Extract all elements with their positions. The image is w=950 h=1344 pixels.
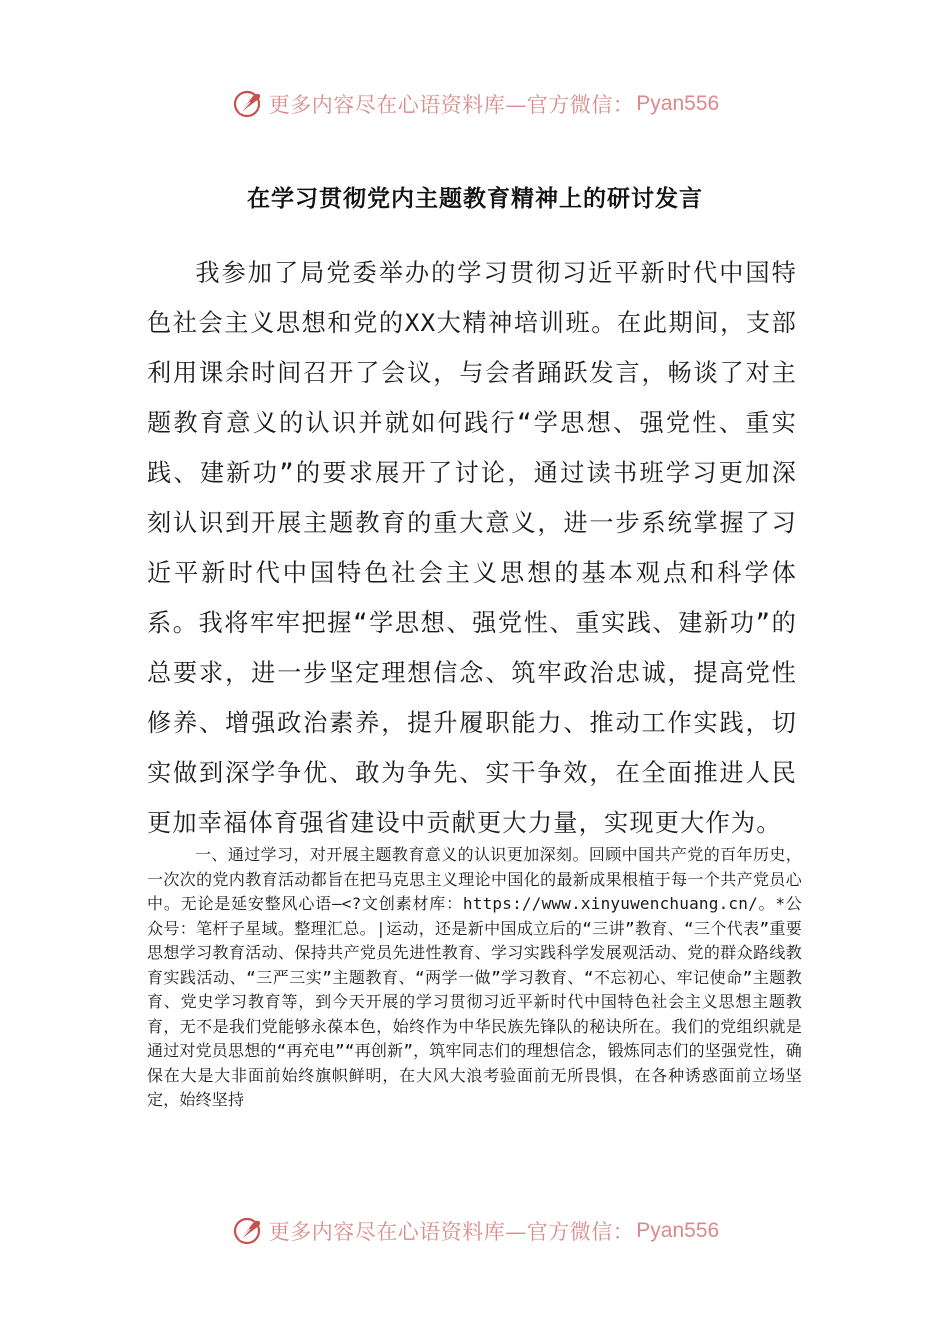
banner-wechat-id: Pyan556 <box>636 92 720 115</box>
lead-paragraph: 我参加了局党委举办的学习贯彻习近平新时代中国特色社会主义思想和党的XX大精神培训班。在此期间，支部利用课余时间召开了会议，与会者踊跃发言，畅谈了对主题教育意义的认识并就如何践行“学思想、强党性、重实践、建新功”的要求展开了讨论，通过读书班学习更加深刻认识到开展主题教育的重大意义，进一步系统掌握了习近平新时代中国特色社会主义思想的基本观点和科学体系。我将牢牢把握“学思想、强党性、重实践、建新功”的总要求，进一步坚定理想信念、筑牢政治忠诚，提高党性修养、增强政治素养，提升履职能力、推动工作实践，切实做到深学争优、敢为争先、实干争效，在全面推进人民更加幸福体育强省建设中贡献更大力量，实现更大作为。 <box>147 259 797 837</box>
quill-pen-logo-icon <box>231 1214 265 1248</box>
document-title: 在学习贯彻党内主题教育精神上的研讨发言 <box>247 186 703 212</box>
header-watermark-banner <box>0 84 950 124</box>
banner-text: 更多内容尽在心语资料库—官方微信： <box>268 1220 635 1244</box>
footer-watermark-banner <box>0 1211 950 1251</box>
banner-wechat-id: Pyan556 <box>636 1219 720 1242</box>
quill-pen-logo-icon <box>231 87 265 121</box>
section-one-paragraph: 一、通过学习，对开展主题教育意义的认识更加深刻。回顾中国共产党的百年历史，一次次的党内教育活动都旨在把马克思主义理论中国化的最新成果根植于每一个共产党员心中。无论是延安整风心语—<?文创素材库：https://www.xinyuwenchuang.cn/。*公众号：笔杆子星域。整理汇总。|运动，还是新中国成立后的“三讲”教育、“三个代表”重要思想学习教育活动、保持共产党员先进性教育、学习实践科学发展观活动、党的群众路线教育实践活动、“三严三实”主题教育、“两学一做”学习教育、“不忘初心、牢记使命”主题教育、党史学习教育等，到今天开展的学习贯彻习近平新时代中国特色社会主义思想主题教育，无不是我们党能够永葆本色，始终作为中华民族先锋队的秘诀所在。我们的党组织就是通过对党员思想的“再充电”“再创新”，筑牢同志们的理想信念，锻炼同志们的坚强党性，确保在大是大非面前始终旗帜鲜明，在大风大浪考验面前无所畏惧，在各种诱惑面前立场坚定，始终坚持 <box>147 845 802 1109</box>
banner-text: 更多内容尽在心语资料库—官方微信： <box>268 93 635 117</box>
